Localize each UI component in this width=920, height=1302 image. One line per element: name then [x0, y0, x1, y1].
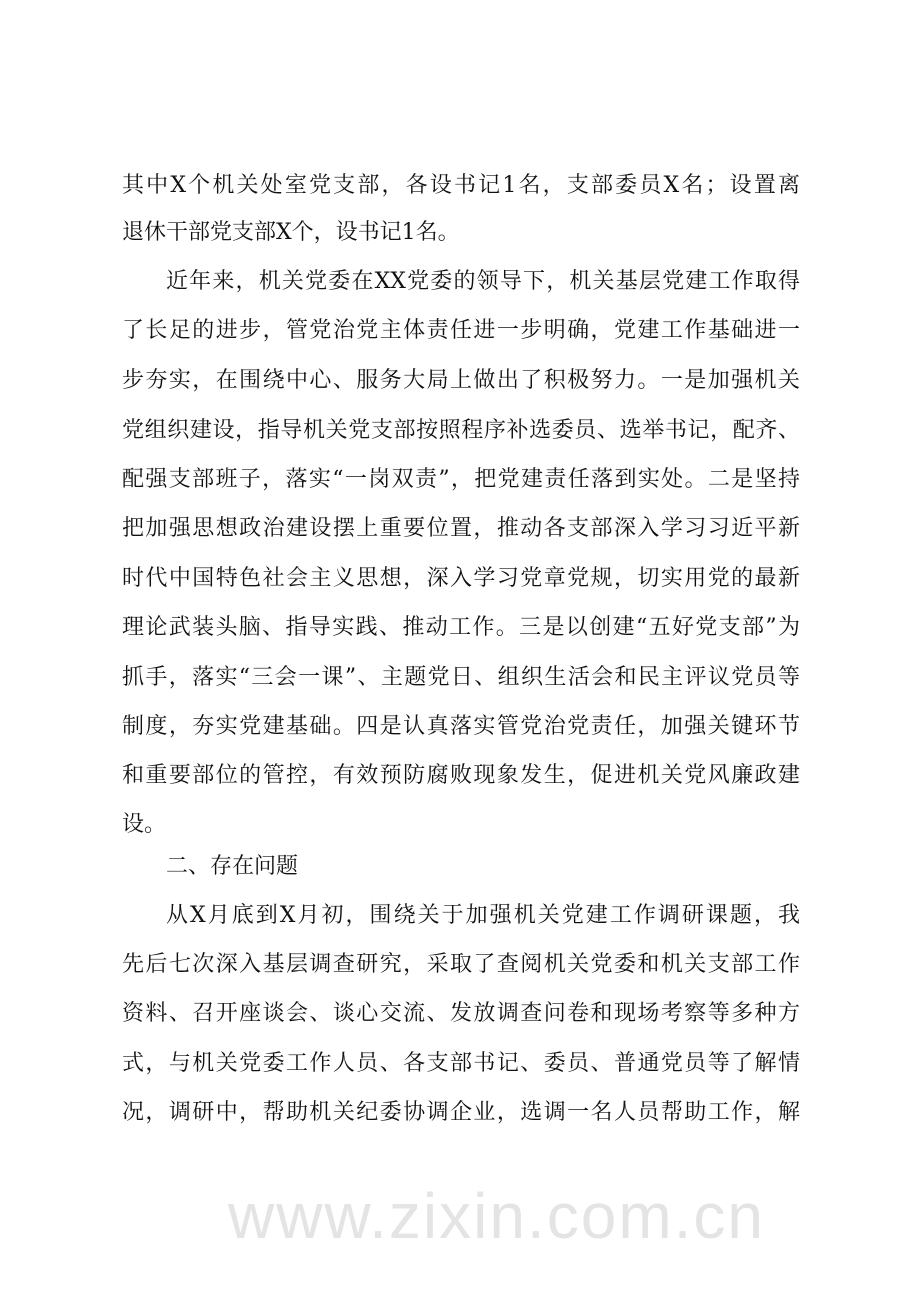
- text-line: 近年来，机关党委在XX党委的领导下，机关基层党建工作取得: [166, 269, 800, 294]
- text-line: 先后七次深入基层调查研究，采取了查阅机关党委和机关支部工作: [122, 952, 800, 977]
- text-line: 设。: [122, 812, 167, 837]
- text-line: 理论武装头脑、指导实践、推动工作。三是以创建“五好党支部”为: [122, 615, 800, 640]
- text-line: 制度，夯实党建基础。四是认真落实管党治党责任，加强关键环节: [122, 714, 800, 739]
- text-line: 况，调研中，帮助机关纪委协调企业，选调一名人员帮助工作，解: [122, 1100, 800, 1125]
- text-line: 退休干部党支部X个，设书记1名。: [122, 220, 460, 245]
- text-line: 抓手，落实“三会一课”、主题党日、组织生活会和民主评议党员等: [122, 665, 800, 690]
- watermark: www.zixin.com.cn: [228, 1180, 765, 1252]
- text-line: 了长足的进步，管党治党主体责任进一步明确，党建工作基础进一: [122, 318, 800, 343]
- text-line: 配强支部班子，落实“一岗双责”，把党建责任落到实处。二是坚持: [122, 467, 800, 492]
- text-line: 和重要部位的管控，有效预防腐败现象发生，促进机关党风廉政建: [122, 763, 800, 788]
- text-line: 党组织建设，指导机关党支部按照程序补选委员、选举书记，配齐、: [122, 418, 800, 443]
- text-line: 其中X个机关处室党支部，各设书记1名，支部委员X名；设置离: [122, 173, 800, 198]
- text-line: 资料、召开座谈会、谈心交流、发放调查问卷和现场考察等多种方: [122, 1001, 800, 1026]
- text-line: 从X月底到X月初，围绕关于加强机关党建工作调研课题，我: [166, 903, 800, 928]
- section-heading: 二、存在问题: [166, 854, 299, 879]
- text-line: 时代中国特色社会主义思想，深入学习党章党规，切实用党的最新: [122, 566, 800, 591]
- text-line: 步夯实，在围绕中心、服务大局上做出了积极努力。一是加强机关: [122, 368, 800, 393]
- text-line: 把加强思想政治建设摆上重要位置，推动各支部深入学习习近平新: [122, 516, 800, 541]
- text-line: 式，与机关党委工作人员、各支部书记、委员、普通党员等了解情: [122, 1051, 800, 1076]
